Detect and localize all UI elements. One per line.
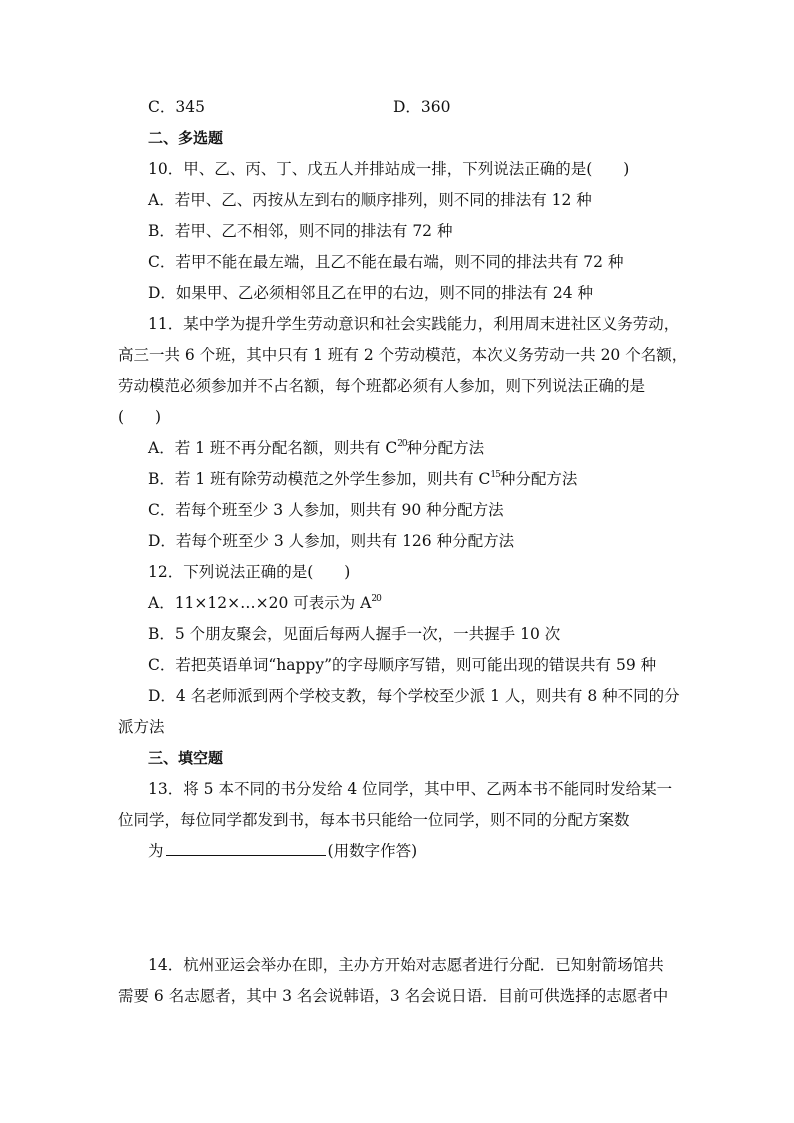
q11-stem-line2: 高三一共 6 个班，其中只有 1 班有 2 个劳动模范，本次义务劳动一共 20 个名额，: [118, 346, 688, 364]
q12-option-a-text: A．11×12×…×20 可表示为 A: [148, 594, 372, 612]
q12-option-a: [148, 593, 381, 616]
q9-option-d: D．360: [393, 98, 451, 116]
q13-line3-prefix: 为: [148, 842, 164, 860]
q10-option-c: C．若甲不能在最左端，且乙不能在最右端，则不同的排法共有 72 种: [148, 253, 624, 271]
q10-option-d: D．如果甲、乙必须相邻且乙在甲的右边，则不同的排法有 24 种: [148, 284, 594, 302]
q12-stem: 12．下列说法正确的是( ): [148, 563, 351, 581]
q11-option-d: D．若每个班至少 3 人参加，则共有 126 种分配方法: [148, 532, 515, 550]
q13-stem-line1: 13．将 5 本不同的书分发给 4 位同学，其中甲、乙两本书不能同时发给某一: [148, 780, 673, 798]
q11-stem-line1: 11．某中学为提升学生劳动意识和社会实践能力，利用周末进社区义务劳动，: [148, 315, 680, 333]
q11-option-c: C．若每个班至少 3 人参加，则共有 90 种分配方法: [148, 501, 504, 519]
section-heading-fill: 三、填空题: [148, 749, 224, 767]
q11-stem-line4: ( ): [118, 408, 162, 426]
q11-option-b: [148, 469, 577, 492]
q13-line3-suffix: (用数字作答): [327, 842, 418, 860]
q11-option-b-text: B．若 1 班有除劳动模范之外学生参加，则共有 C: [148, 470, 491, 488]
q11-option-b-superscript: 15: [490, 470, 500, 480]
q11-stem-line3: 劳动模范必须参加并不占名额，每个班都必须有人参加，则下列说法正确的是: [118, 377, 646, 395]
section-heading-multi: 二、多选题: [148, 129, 224, 147]
q11-option-b-suffix: 种分配方法: [499, 470, 578, 488]
q11-option-a-superscript: 20: [397, 439, 407, 449]
q12-option-c: C．若把英语单词“happy”的字母顺序写错，则可能出现的错误共有 59 种: [148, 656, 657, 674]
q12-option-d-line1: D．4 名老师派到两个学校支教，每个学校至少派 1 人，则共有 8 种不同的分: [148, 687, 680, 705]
q11-option-a-text: A．若 1 班不再分配名额，则共有 C: [148, 439, 398, 457]
q11-option-a-suffix: 种分配方法: [406, 439, 485, 457]
q10-stem: 10．甲、乙、丙、丁、戊五人并排站成一排，下列说法正确的是( ): [148, 160, 630, 178]
q13-stem-line3: [148, 841, 417, 861]
q12-option-a-superscript: 20: [371, 594, 381, 604]
q13-answer-blank[interactable]: [166, 841, 326, 856]
q11-option-a: [148, 438, 484, 461]
q13-stem-line2: 位同学，每位同学都发到书，每本书只能给一位同学，则不同的分配方案数: [118, 811, 630, 829]
q14-stem-line2: 需要 6 名志愿者，其中 3 名会说韩语，3 名会说日语．目前可供选择的志愿者中: [118, 987, 669, 1005]
q9-option-c: C．345: [148, 98, 205, 116]
q10-option-a: A．若甲、乙、丙按从左到右的顺序排列，则不同的排法有 12 种: [148, 191, 592, 209]
q10-option-b: B．若甲、乙不相邻，则不同的排法有 72 种: [148, 222, 453, 240]
q12-option-d-line2: 派方法: [118, 718, 165, 736]
q14-stem-line1: 14．杭州亚运会举办在即，主办方开始对志愿者进行分配．已知射箭场馆共: [148, 956, 664, 974]
q12-option-b: B．5 个朋友聚会，见面后每两人握手一次，一共握手 10 次: [148, 625, 561, 643]
